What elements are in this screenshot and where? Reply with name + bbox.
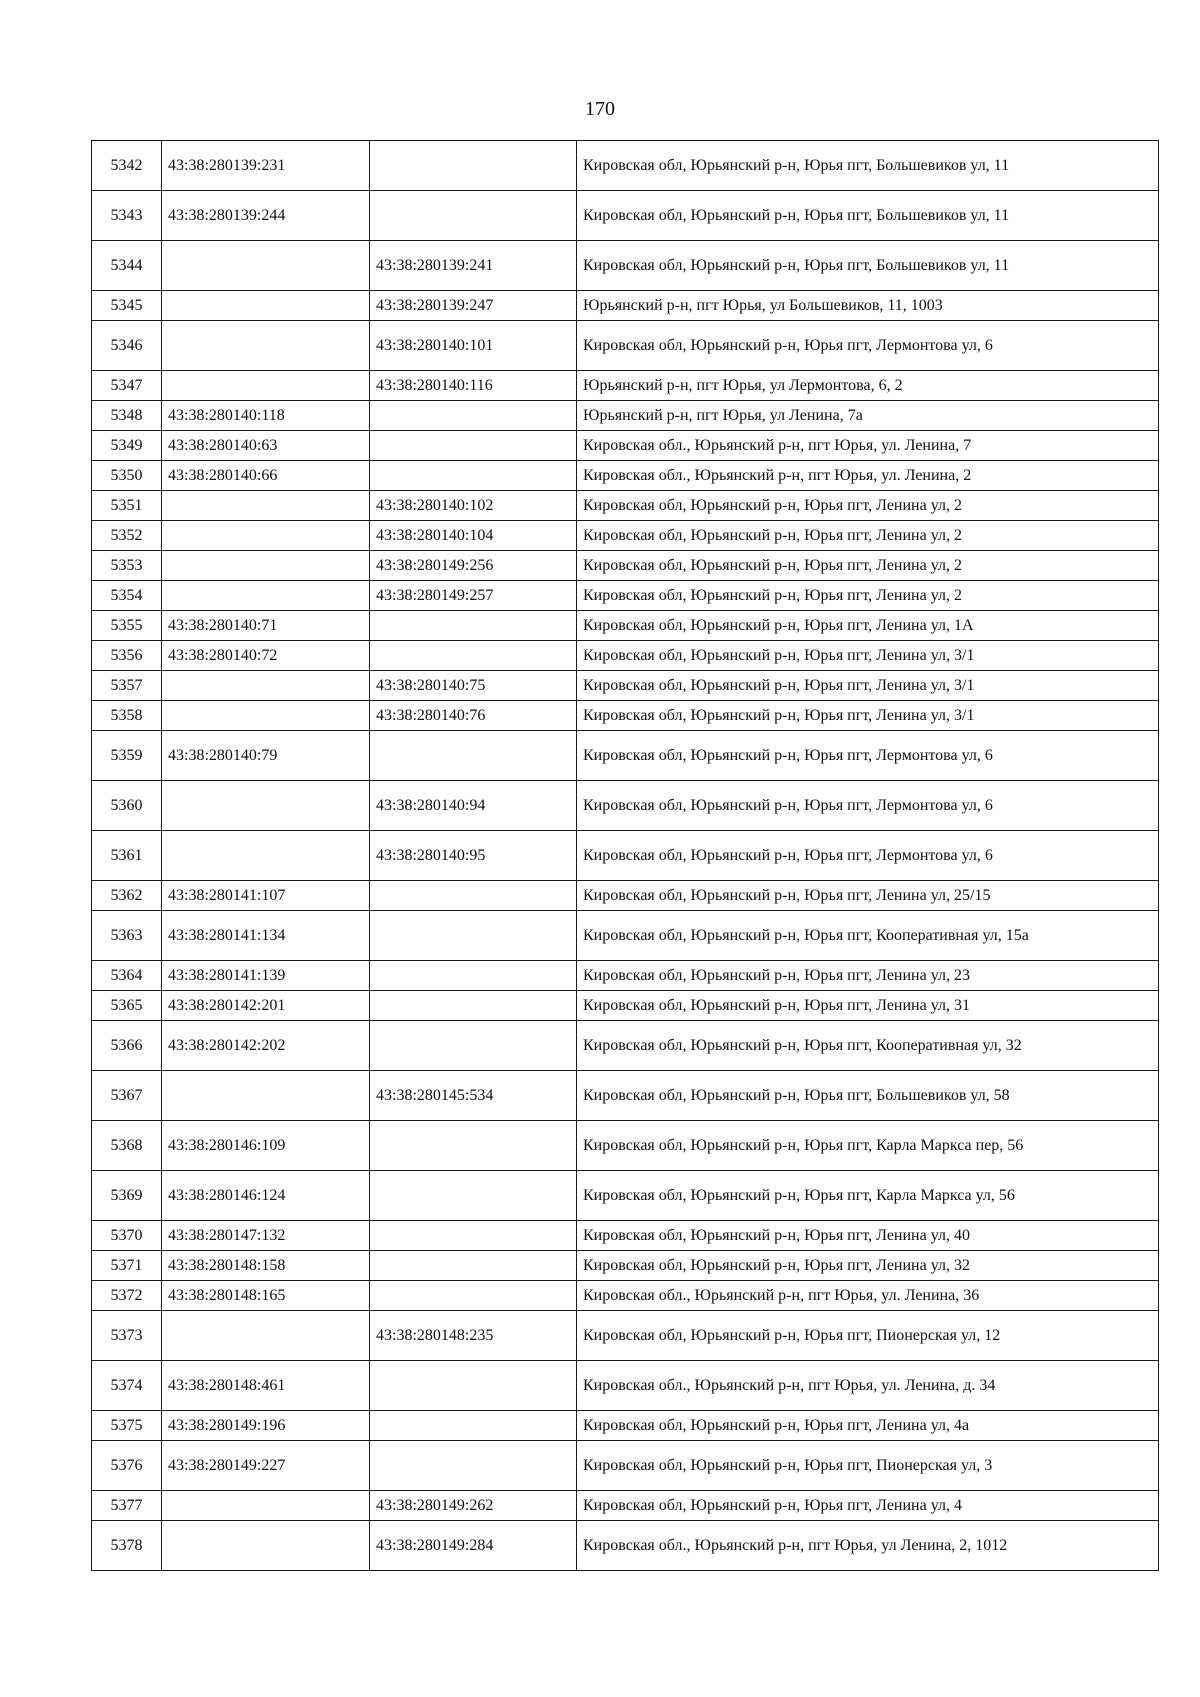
building-cadastral-number: [370, 461, 577, 491]
address: Кировская обл, Юрьянский р-н, Юрья пгт, Ленина ул, 23: [577, 961, 1159, 991]
building-cadastral-number: 43:38:280140:76: [370, 701, 577, 731]
land-cadastral-number: 43:38:280140:71: [162, 611, 370, 641]
building-cadastral-number: 43:38:280139:247: [370, 291, 577, 321]
table-row: [92, 141, 1159, 191]
building-cadastral-number: 43:38:280149:262: [370, 1491, 577, 1521]
address: Кировская обл, Юрьянский р-н, Юрья пгт, Пионерская ул, 12: [577, 1311, 1159, 1361]
land-cadastral-number: 43:38:280140:72: [162, 641, 370, 671]
building-cadastral-number: [370, 641, 577, 671]
table-row: [92, 991, 1159, 1021]
land-cadastral-number: [162, 521, 370, 551]
row-number: 5360: [92, 781, 162, 831]
row-number: 5346: [92, 321, 162, 371]
table-row: [92, 1491, 1159, 1521]
building-cadastral-number: 43:38:280140:94: [370, 781, 577, 831]
row-number: 5350: [92, 461, 162, 491]
land-cadastral-number: [162, 1071, 370, 1121]
address: Кировская обл, Юрьянский р-н, Юрья пгт, Ленина ул, 2: [577, 491, 1159, 521]
registry-body: [92, 141, 1159, 1571]
building-cadastral-number: [370, 911, 577, 961]
address: Кировская обл., Юрьянский р-н, пгт Юрья, ул. Ленина, 36: [577, 1281, 1159, 1311]
table-row: [92, 881, 1159, 911]
row-number: 5344: [92, 241, 162, 291]
land-cadastral-number: [162, 781, 370, 831]
land-cadastral-number: [162, 291, 370, 321]
land-cadastral-number: 43:38:280140:63: [162, 431, 370, 461]
address: Кировская обл, Юрьянский р-н, Юрья пгт, Ленина ул, 4а: [577, 1411, 1159, 1441]
table-row: [92, 1121, 1159, 1171]
land-cadastral-number: 43:38:280146:124: [162, 1171, 370, 1221]
address: Кировская обл, Юрьянский р-н, Юрья пгт, Большевиков ул, 11: [577, 191, 1159, 241]
building-cadastral-number: 43:38:280149:284: [370, 1521, 577, 1571]
table-row: [92, 701, 1159, 731]
table-row: [92, 1171, 1159, 1221]
building-cadastral-number: [370, 401, 577, 431]
row-number: 5358: [92, 701, 162, 731]
building-cadastral-number: [370, 1221, 577, 1251]
table-row: [92, 1281, 1159, 1311]
land-cadastral-number: 43:38:280149:227: [162, 1441, 370, 1491]
table-row: [92, 1221, 1159, 1251]
row-number: 5357: [92, 671, 162, 701]
address: Юрьянский р-н, пгт Юрья, ул Большевиков, 11, 1003: [577, 291, 1159, 321]
page-number: 170: [585, 98, 615, 120]
address: Кировская обл., Юрьянский р-н, пгт Юрья, ул Ленина, 2, 1012: [577, 1521, 1159, 1571]
address: Кировская обл, Юрьянский р-н, Юрья пгт, Карла Маркса ул, 56: [577, 1171, 1159, 1221]
land-cadastral-number: [162, 241, 370, 291]
row-number: 5365: [92, 991, 162, 1021]
address: Кировская обл, Юрьянский р-н, Юрья пгт, Кооперативная ул, 15а: [577, 911, 1159, 961]
row-number: 5348: [92, 401, 162, 431]
land-cadastral-number: 43:38:280142:202: [162, 1021, 370, 1071]
land-cadastral-number: 43:38:280148:461: [162, 1361, 370, 1411]
row-number: 5353: [92, 551, 162, 581]
table-row: [92, 641, 1159, 671]
table-row: [92, 671, 1159, 701]
table-row: [92, 731, 1159, 781]
address: Кировская обл, Юрьянский р-н, Юрья пгт, Большевиков ул, 11: [577, 141, 1159, 191]
land-cadastral-number: 43:38:280142:201: [162, 991, 370, 1021]
land-cadastral-number: 43:38:280147:132: [162, 1221, 370, 1251]
row-number: 5364: [92, 961, 162, 991]
table-row: [92, 1311, 1159, 1361]
land-cadastral-number: [162, 671, 370, 701]
address: Кировская обл, Юрьянский р-н, Юрья пгт, Ленина ул, 40: [577, 1221, 1159, 1251]
land-cadastral-number: 43:38:280140:66: [162, 461, 370, 491]
address: Кировская обл, Юрьянский р-н, Юрья пгт, Лермонтова ул, 6: [577, 731, 1159, 781]
building-cadastral-number: [370, 881, 577, 911]
table-row: [92, 401, 1159, 431]
land-cadastral-number: [162, 371, 370, 401]
row-number: 5342: [92, 141, 162, 191]
address: Кировская обл., Юрьянский р-н, пгт Юрья, ул. Ленина, 7: [577, 431, 1159, 461]
building-cadastral-number: 43:38:280140:75: [370, 671, 577, 701]
row-number: 5366: [92, 1021, 162, 1071]
table-row: [92, 961, 1159, 991]
row-number: 5371: [92, 1251, 162, 1281]
building-cadastral-number: [370, 1251, 577, 1281]
address: Кировская обл, Юрьянский р-н, Юрья пгт, Большевиков ул, 58: [577, 1071, 1159, 1121]
building-cadastral-number: [370, 1281, 577, 1311]
row-number: 5351: [92, 491, 162, 521]
address: Кировская обл, Юрьянский р-н, Юрья пгт, Карла Маркса пер, 56: [577, 1121, 1159, 1171]
building-cadastral-number: [370, 1361, 577, 1411]
building-cadastral-number: 43:38:280148:235: [370, 1311, 577, 1361]
building-cadastral-number: 43:38:280149:257: [370, 581, 577, 611]
row-number: 5349: [92, 431, 162, 461]
building-cadastral-number: 43:38:280140:102: [370, 491, 577, 521]
building-cadastral-number: 43:38:280140:116: [370, 371, 577, 401]
building-cadastral-number: [370, 191, 577, 241]
row-number: 5354: [92, 581, 162, 611]
building-cadastral-number: [370, 141, 577, 191]
land-cadastral-number: [162, 831, 370, 881]
land-cadastral-number: [162, 1521, 370, 1571]
row-number: 5347: [92, 371, 162, 401]
building-cadastral-number: [370, 1021, 577, 1071]
row-number: 5356: [92, 641, 162, 671]
row-number: 5363: [92, 911, 162, 961]
land-cadastral-number: 43:38:280141:134: [162, 911, 370, 961]
row-number: 5367: [92, 1071, 162, 1121]
table-row: [92, 1361, 1159, 1411]
address: Кировская обл, Юрьянский р-н, Юрья пгт, Лермонтова ул, 6: [577, 831, 1159, 881]
row-number: 5373: [92, 1311, 162, 1361]
table-row: [92, 781, 1159, 831]
table-row: [92, 1521, 1159, 1571]
land-cadastral-number: 43:38:280140:79: [162, 731, 370, 781]
row-number: 5375: [92, 1411, 162, 1441]
table-row: [92, 491, 1159, 521]
table-row: [92, 581, 1159, 611]
address: Кировская обл, Юрьянский р-н, Юрья пгт, Ленина ул, 4: [577, 1491, 1159, 1521]
land-cadastral-number: 43:38:280148:165: [162, 1281, 370, 1311]
building-cadastral-number: 43:38:280140:101: [370, 321, 577, 371]
row-number: 5370: [92, 1221, 162, 1251]
land-cadastral-number: 43:38:280139:231: [162, 141, 370, 191]
row-number: 5343: [92, 191, 162, 241]
address: Кировская обл., Юрьянский р-н, пгт Юрья, ул. Ленина, д. 34: [577, 1361, 1159, 1411]
table-row: [92, 461, 1159, 491]
land-cadastral-number: [162, 551, 370, 581]
land-cadastral-number: [162, 701, 370, 731]
land-cadastral-number: [162, 321, 370, 371]
address: Кировская обл, Юрьянский р-н, Юрья пгт, Ленина ул, 32: [577, 1251, 1159, 1281]
building-cadastral-number: [370, 1121, 577, 1171]
table-row: [92, 371, 1159, 401]
row-number: 5362: [92, 881, 162, 911]
building-cadastral-number: 43:38:280145:534: [370, 1071, 577, 1121]
address: Кировская обл, Юрьянский р-н, Юрья пгт, Ленина ул, 2: [577, 581, 1159, 611]
land-cadastral-number: 43:38:280149:196: [162, 1411, 370, 1441]
row-number: 5377: [92, 1491, 162, 1521]
row-number: 5345: [92, 291, 162, 321]
address: Кировская обл, Юрьянский р-н, Юрья пгт, Большевиков ул, 11: [577, 241, 1159, 291]
row-number: 5369: [92, 1171, 162, 1221]
building-cadastral-number: [370, 1441, 577, 1491]
row-number: 5378: [92, 1521, 162, 1571]
row-number: 5372: [92, 1281, 162, 1311]
building-cadastral-number: [370, 991, 577, 1021]
building-cadastral-number: [370, 961, 577, 991]
land-cadastral-number: [162, 491, 370, 521]
building-cadastral-number: [370, 731, 577, 781]
table-row: [92, 831, 1159, 881]
table-row: [92, 291, 1159, 321]
table-row: [92, 911, 1159, 961]
row-number: 5359: [92, 731, 162, 781]
table-row: [92, 1251, 1159, 1281]
address: Кировская обл, Юрьянский р-н, Юрья пгт, Ленина ул, 2: [577, 551, 1159, 581]
building-cadastral-number: 43:38:280140:95: [370, 831, 577, 881]
building-cadastral-number: [370, 611, 577, 641]
building-cadastral-number: 43:38:280149:256: [370, 551, 577, 581]
address: Кировская обл, Юрьянский р-н, Юрья пгт, Пионерская ул, 3: [577, 1441, 1159, 1491]
building-cadastral-number: [370, 1171, 577, 1221]
address: Кировская обл, Юрьянский р-н, Юрья пгт, Ленина ул, 3/1: [577, 641, 1159, 671]
address: Кировская обл, Юрьянский р-н, Юрья пгт, Кооперативная ул, 32: [577, 1021, 1159, 1071]
table-row: [92, 551, 1159, 581]
address: Юрьянский р-н, пгт Юрья, ул Лермонтова, 6, 2: [577, 371, 1159, 401]
table-row: [92, 1071, 1159, 1121]
building-cadastral-number: [370, 1411, 577, 1441]
address: Кировская обл., Юрьянский р-н, пгт Юрья, ул. Ленина, 2: [577, 461, 1159, 491]
land-cadastral-number: [162, 1491, 370, 1521]
row-number: 5374: [92, 1361, 162, 1411]
table-row: [92, 1021, 1159, 1071]
land-cadastral-number: 43:38:280140:118: [162, 401, 370, 431]
land-cadastral-number: 43:38:280141:139: [162, 961, 370, 991]
address: Кировская обл, Юрьянский р-н, Юрья пгт, Ленина ул, 31: [577, 991, 1159, 1021]
row-number: 5355: [92, 611, 162, 641]
table-row: [92, 191, 1159, 241]
address: Кировская обл, Юрьянский р-н, Юрья пгт, Ленина ул, 3/1: [577, 671, 1159, 701]
address: Кировская обл, Юрьянский р-н, Юрья пгт, Лермонтова ул, 6: [577, 321, 1159, 371]
row-number: 5352: [92, 521, 162, 551]
land-cadastral-number: 43:38:280148:158: [162, 1251, 370, 1281]
land-cadastral-number: 43:38:280146:109: [162, 1121, 370, 1171]
table-row: [92, 1411, 1159, 1441]
address: Кировская обл, Юрьянский р-н, Юрья пгт, Ленина ул, 25/15: [577, 881, 1159, 911]
building-cadastral-number: 43:38:280140:104: [370, 521, 577, 551]
row-number: 5361: [92, 831, 162, 881]
table-row: [92, 521, 1159, 551]
land-cadastral-number: [162, 581, 370, 611]
land-cadastral-number: [162, 1311, 370, 1361]
land-cadastral-number: 43:38:280141:107: [162, 881, 370, 911]
address: Юрьянский р-н, пгт Юрья, ул Ленина, 7а: [577, 401, 1159, 431]
table-row: [92, 611, 1159, 641]
table-row: [92, 1441, 1159, 1491]
table-row: [92, 321, 1159, 371]
address: Кировская обл, Юрьянский р-н, Юрья пгт, Лермонтова ул, 6: [577, 781, 1159, 831]
property-registry-table: [91, 140, 1159, 1571]
address: Кировская обл, Юрьянский р-н, Юрья пгт, Ленина ул, 2: [577, 521, 1159, 551]
row-number: 5368: [92, 1121, 162, 1171]
address: Кировская обл, Юрьянский р-н, Юрья пгт, Ленина ул, 1А: [577, 611, 1159, 641]
building-cadastral-number: 43:38:280139:241: [370, 241, 577, 291]
table-row: [92, 241, 1159, 291]
building-cadastral-number: [370, 431, 577, 461]
row-number: 5376: [92, 1441, 162, 1491]
address: Кировская обл, Юрьянский р-н, Юрья пгт, Ленина ул, 3/1: [577, 701, 1159, 731]
land-cadastral-number: 43:38:280139:244: [162, 191, 370, 241]
table-row: [92, 431, 1159, 461]
